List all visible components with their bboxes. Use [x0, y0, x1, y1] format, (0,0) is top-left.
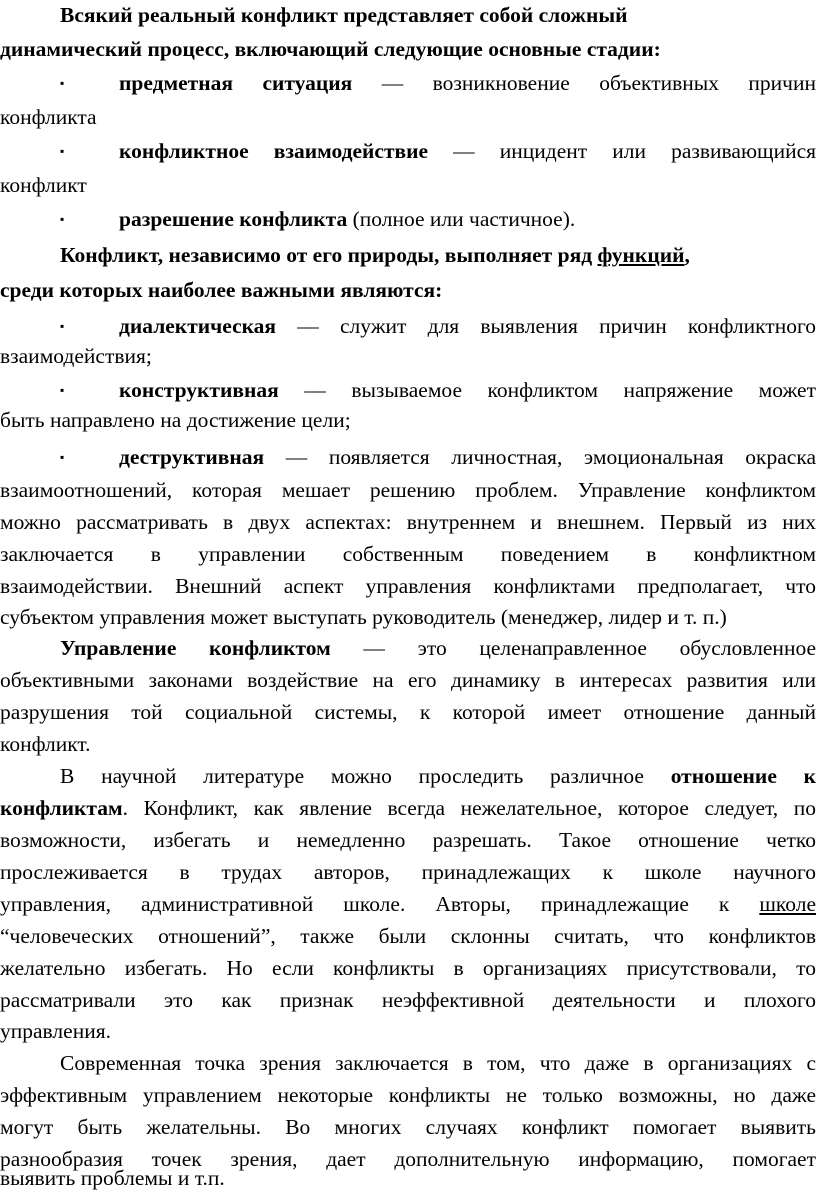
science-line-1: [60, 761, 816, 791]
function-item-1-cont: взаимодействия;: [0, 344, 152, 368]
bullet-icon: ▪: [60, 319, 65, 333]
stage-item-1: [119, 68, 816, 98]
functions-link[interactable]: функций: [597, 243, 685, 267]
bullet-icon: ▪: [60, 212, 65, 226]
paragraph-line: конфликт.: [0, 732, 91, 756]
paragraph-line: рассматривали это как признак неэффективной деятельности и плохого: [0, 988, 816, 1012]
stage-term: предметная ситуация: [119, 71, 353, 95]
paragraph-line: “человеческих отношений”, также были склонны считать, что конфликтов: [0, 924, 816, 948]
paragraph-line: субъектом управления может выступать руководитель (менеджер, лидер и т. п.): [0, 605, 727, 629]
paragraph-line: желательно избегать. Но если конфликты в организациях присутствовали, то: [0, 956, 816, 980]
bullet-icon: ▪: [60, 450, 65, 464]
science-bold: отношение к: [670, 764, 816, 788]
paragraph-line-last: выявить проблемы и т.п.: [0, 1166, 225, 1190]
function-term: деструктивная: [119, 445, 265, 469]
management-desc: — это целенаправленное обусловленное: [330, 636, 816, 660]
paragraph-line: можно рассматривать в двух аспектах: внутреннем и внешнем. Первый из них: [0, 510, 816, 534]
intro-line-1: Всякий реальный конфликт представляет собой сложный: [60, 3, 628, 27]
modern-line-1: Современная точка зрения заключается в том, что даже в организациях с: [60, 1051, 816, 1075]
function-item-3: [119, 442, 816, 472]
function-term: конструктивная: [119, 378, 279, 402]
paragraph-line: разрушения той социальной системы, к которой имеет отношение данный: [0, 700, 816, 724]
stage-item-3: [119, 204, 816, 234]
paragraph-line: взаимодействии. Внешний аспект управления конфликтами предполагает, что: [0, 574, 816, 598]
function-item-1: [119, 311, 816, 341]
paragraph-line: эффективным управлением некоторые конфликты не только возможны, но даже: [0, 1083, 816, 1107]
bullet-icon: ▪: [60, 76, 65, 90]
stage-item-1-cont: конфликта: [0, 105, 97, 129]
science-line-2: [0, 793, 816, 823]
paragraph-line: управления.: [0, 1019, 111, 1043]
science-text: управления, административной школе. Авторы, принадлежащие к: [0, 892, 760, 916]
function-item-2-cont: быть направлено на достижение цели;: [0, 408, 351, 432]
management-line-1: [60, 633, 816, 663]
stage-item-2: [119, 136, 816, 166]
function-desc: — вызываемое конфликтом напряжение может: [278, 378, 816, 402]
functions-intro-text: Конфликт, независимо от его природы, выполняет ряд: [60, 243, 598, 267]
science-text: . Конфликт, как явление всегда нежелательное, которое следует, по: [122, 796, 816, 820]
management-term: Управление конфликтом: [60, 636, 331, 660]
paragraph-line: разнообразия точек зрения, дает дополнительную информацию, помогает: [0, 1147, 816, 1171]
functions-intro-line-2: среди которых наиболее важными являются:: [0, 278, 443, 302]
function-item-3-cont: взаимоотношений, которая мешает решению проблем. Управление конфликтом: [0, 478, 816, 502]
functions-intro-line-1: [60, 240, 780, 270]
science-text: В научной литературе можно проследить различное: [60, 764, 671, 788]
stage-desc: (полное или частичное).: [347, 207, 576, 231]
paragraph-line: заключается в управлении собственным поведением в конфликтном: [0, 542, 816, 566]
stage-item-2-cont: конфликт: [0, 173, 87, 197]
school-link[interactable]: школе: [759, 892, 816, 916]
stage-term: конфликтное взаимодействие: [119, 139, 429, 163]
bullet-icon: ▪: [60, 383, 65, 397]
science-line-5: [0, 889, 816, 919]
function-term: диалектическая: [119, 314, 277, 338]
paragraph-line: могут быть желательны. Во многих случаях конфликт помогает выявить: [0, 1115, 816, 1139]
function-desc: — появляется личностная, эмоциональная окраска: [264, 445, 816, 469]
bullet-icon: ▪: [60, 144, 65, 158]
function-item-2: [119, 375, 816, 405]
function-desc: — служит для выявления причин конфликтного: [276, 314, 816, 338]
science-bold: конфликтам: [0, 796, 123, 820]
paragraph-line: прослеживается в трудах авторов, принадлежащих к школе научного: [0, 860, 816, 884]
paragraph-line: объективными законами воздействие на его динамику в интересах развития или: [0, 668, 816, 692]
stage-desc: — возникновение объективных причин: [352, 71, 816, 95]
stage-desc: — инцидент или развивающийся: [428, 139, 816, 163]
stage-term: разрешение конфликта: [119, 207, 348, 231]
functions-intro-comma: ,: [684, 243, 690, 267]
intro-line-2: динамический процесс, включающий следующие основные стадии:: [0, 37, 661, 61]
paragraph-line: возможности, избегать и немедленно разрешать. Такое отношение четко: [0, 828, 816, 852]
